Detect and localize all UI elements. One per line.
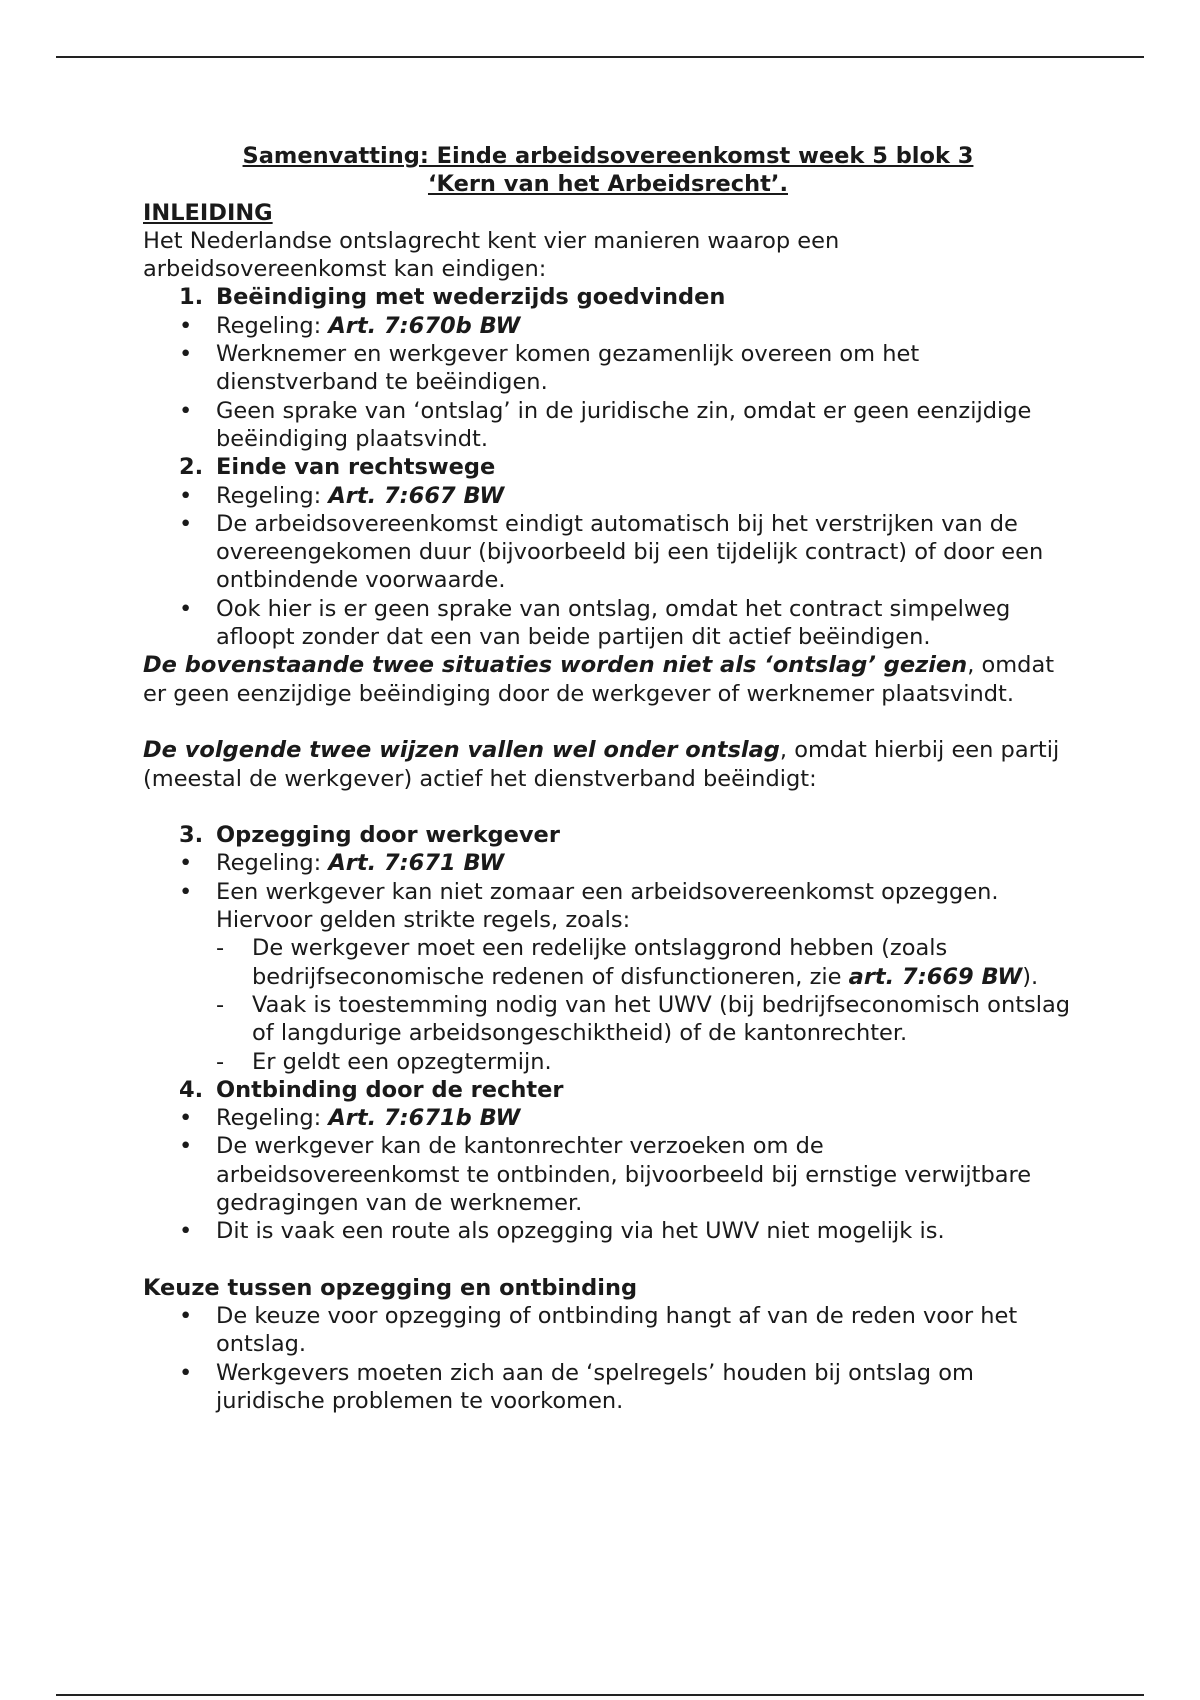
note-text: , omdat hierbij een partij (meestal de werkgever) actief het dienstverband beëindigt: xyxy=(143,737,1060,792)
title-line-2: ‘Kern van het Arbeidsrecht’. xyxy=(427,171,788,198)
article-reference: Art. 7:670b BW xyxy=(328,312,521,339)
header-rule xyxy=(56,56,1144,58)
sub-item-text: De werkgever moet een redelijke ontslaggrond hebben (zoals bedrijfseconomische redenen of disfunctioneren, zie xyxy=(252,935,948,990)
section-2-heading xyxy=(143,453,1073,481)
section-4-heading xyxy=(143,1076,1073,1104)
spacer xyxy=(143,708,1073,736)
section-title: Opzegging door werkgever xyxy=(216,822,560,849)
note-dismissal xyxy=(143,736,1073,793)
section-title: Ontbinding door de rechter xyxy=(216,1076,564,1103)
section-number: 4. xyxy=(179,1076,204,1103)
section-number: 3. xyxy=(179,822,204,849)
section-3-sublist xyxy=(143,934,1073,1075)
list-item: • Een werkgever kan niet zomaar een arbeidsovereenkomst opzeggen. Hiervoor gelden strikte regels, zoals: xyxy=(143,878,1073,935)
list-item: • Werknemer en werkgever komen gezamenlijk overeen om het dienstverband te beëindigen. xyxy=(143,340,1073,397)
intro-heading: INLEIDING xyxy=(143,199,273,226)
intro-text: Het Nederlandse ontslagrecht kent vier manieren waarop een arbeidsovereenkomst kan eindigen: xyxy=(143,227,840,283)
note-emphasis: De bovenstaande twee situaties worden niet als ‘ontslag’ gezien xyxy=(143,652,968,679)
sub-list-item xyxy=(143,934,1073,991)
section-title: Beëindiging met wederzijds goedvinden xyxy=(216,284,726,311)
sub-item-text: ). xyxy=(1022,963,1039,990)
list-item xyxy=(143,849,1073,877)
section-1-heading xyxy=(143,283,1073,311)
list-item xyxy=(143,1104,1073,1132)
article-reference: Art. 7:667 BW xyxy=(328,482,505,509)
list-item: • Werkgevers moeten zich aan de ‘spelregels’ houden bij ontslag om juridische problemen te voorkomen. xyxy=(143,1359,1073,1416)
list-item: • Geen sprake van ‘ontslag’ in de juridische zin, omdat er geen eenzijdige beëindiging plaatsvindt. xyxy=(143,397,1073,454)
section-3-heading xyxy=(143,821,1073,849)
section-number: 1. xyxy=(179,284,204,311)
regeling-label: Regeling: xyxy=(216,1105,329,1132)
footer-rule xyxy=(56,1694,1144,1696)
keuze-heading: Keuze tussen opzegging en ontbinding xyxy=(143,1274,638,1301)
list-item: • Ook hier is er geen sprake van ontslag, omdat het contract simpelweg afloopt zonder dat een van beide partijen dit actief beëindigen. xyxy=(143,595,1073,652)
note-not-dismissal xyxy=(143,651,1073,708)
sub-list-item: - Vaak is toestemming nodig van het UWV (bij bedrijfseconomisch ontslag of langdurige arbeidsongeschiktheid) of de kantonrechter. xyxy=(143,991,1073,1048)
section-number: 2. xyxy=(179,454,204,481)
regeling-label: Regeling: xyxy=(216,312,329,339)
section-title: Einde van rechtswege xyxy=(216,454,496,481)
document-page xyxy=(143,142,1073,1415)
list-item xyxy=(143,312,1073,340)
section-3-list xyxy=(143,849,1073,934)
article-reference: art. 7:669 BW xyxy=(848,963,1023,990)
list-item: • De keuze voor opzegging of ontbinding hangt af van de reden voor het ontslag. xyxy=(143,1302,1073,1359)
list-item: • De arbeidsovereenkomst eindigt automatisch bij het verstrijken van de overeengekomen duur (bijvoorbeeld bij een tijdelijk contract) of door een ontbindende voorwaarde. xyxy=(143,510,1073,595)
section-2-list xyxy=(143,482,1073,652)
regeling-label: Regeling: xyxy=(216,850,329,877)
spacer xyxy=(143,1246,1073,1274)
article-reference: Art. 7:671b BW xyxy=(328,1105,521,1132)
regeling-label: Regeling: xyxy=(216,482,329,509)
keuze-list xyxy=(143,1302,1073,1415)
section-4-list xyxy=(143,1104,1073,1245)
list-item xyxy=(143,482,1073,510)
sub-list-item: - Er geldt een opzegtermijn. xyxy=(143,1048,1073,1076)
list-item: • De werkgever kan de kantonrechter verzoeken om de arbeidsovereenkomst te ontbinden, bijvoorbeeld bij ernstige verwijtbare gedragingen van de werknemer. xyxy=(143,1132,1073,1217)
list-item: • Dit is vaak een route als opzegging via het UWV niet mogelijk is. xyxy=(143,1217,1073,1245)
note-text: , omdat er geen eenzijdige beëindiging door de werkgever of werknemer plaatsvindt. xyxy=(143,652,1055,707)
section-1-list xyxy=(143,312,1073,453)
title-line-1: Samenvatting: Einde arbeidsovereenkomst week 5 blok 3 xyxy=(242,143,974,169)
article-reference: Art. 7:671 BW xyxy=(328,850,505,877)
spacer xyxy=(143,793,1073,821)
note-emphasis: De volgende twee wijzen vallen wel onder ontslag xyxy=(143,737,780,764)
document-title xyxy=(143,142,1073,199)
